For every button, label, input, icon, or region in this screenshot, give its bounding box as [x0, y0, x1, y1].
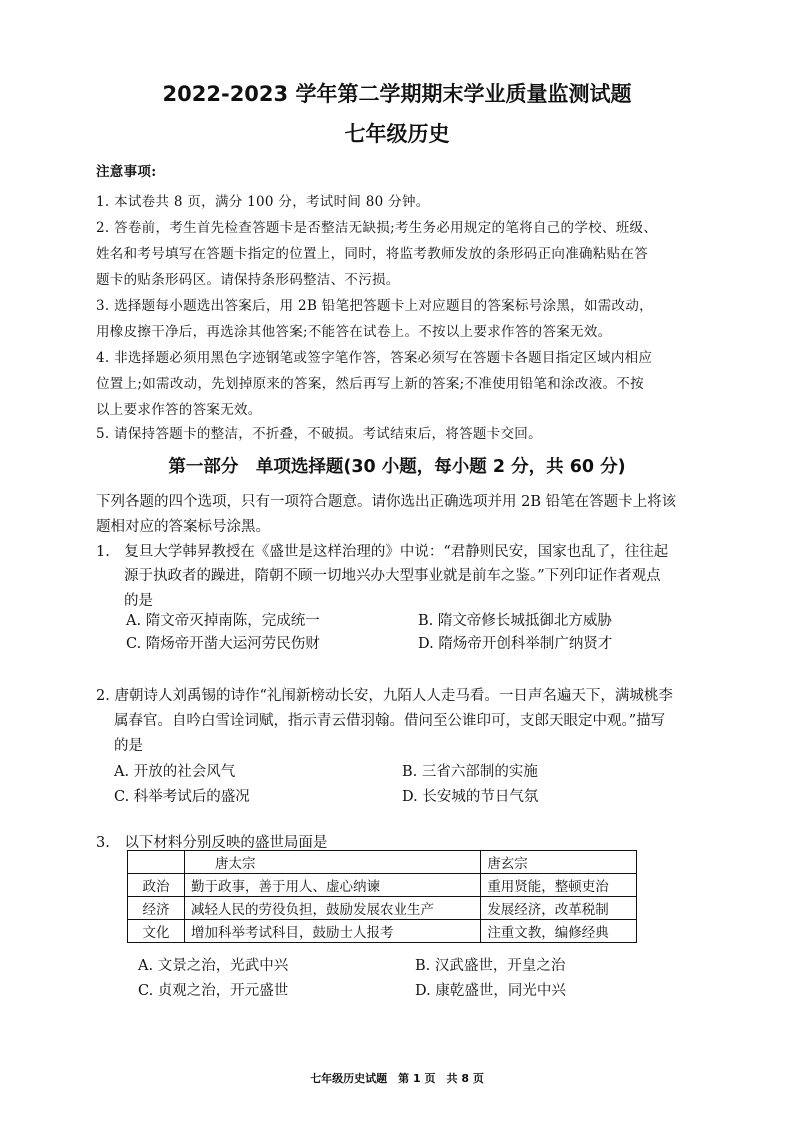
table-row: [128, 920, 637, 943]
note-line: 以上要求作答的答案无效。: [96, 402, 262, 418]
table-row: [128, 874, 637, 897]
note-line: 姓名和考号填写在答题卡指定的位置上，同时，将监考教师发放的条形码正向准确粘贴在答: [96, 246, 648, 262]
note-line: 用橡皮擦干净后，再选涂其他答案;不能答在试卷上。不按以上要求作答的答案无效。: [96, 324, 612, 340]
table-header-cell: 唐玄宗: [481, 851, 637, 874]
question-2-option-a: A. 开放的社会风气: [114, 764, 236, 780]
table-cell: 政治: [128, 874, 185, 897]
question-2-option-d: D. 长安城的节日气氛: [402, 789, 539, 805]
question-3-stem: 3. 以下材料分别反映的盛世局面是: [96, 835, 328, 851]
question-2-stem: 2. 唐朝诗人刘禹锡的诗作“礼闱新榜动长安，九陌人人走马看。一日声名遍天下，满城桃李: [96, 688, 673, 704]
exam-subtitle: 七年级历史: [344, 122, 450, 146]
question-3-option-c: C. 贞观之治，开元盛世: [138, 983, 289, 999]
note-line: 5. 请保持答题卡的整洁，不折叠，不破损。考试结束后，将答题卡交回。: [96, 426, 542, 442]
table-cell: 重用贤能，整顿吏治: [481, 874, 637, 897]
section-title: 第一部分 单项选择题(30 小题，每小题 2 分，共 60 分): [168, 457, 626, 477]
table-cell: 发展经济，改革税制: [481, 897, 637, 920]
exam-title: 2022-2023 学年第二学期期末学业质量监测试题: [162, 82, 632, 106]
table-cell: 增加科举考试科目，鼓励士人报考: [185, 920, 481, 943]
question-2-option-b: B. 三省六部制的实施: [402, 764, 538, 780]
table-cell: 勤于政事，善于用人、虚心纳谏: [185, 874, 481, 897]
table-cell: 文化: [128, 920, 185, 943]
table-header-cell: [128, 851, 185, 874]
question-1-stem: 源于执政者的躁进，隋朝不顾一切地兴办大型事业就是前车之鉴。”下列印证作者观点: [124, 568, 661, 584]
table-cell: 经济: [128, 897, 185, 920]
question-3-table: [127, 850, 637, 943]
section-instruction: 题相对应的答案标号涂黑。: [96, 519, 270, 535]
note-line: 3. 选择题每小题选出答案后，用 2B 铅笔把答题卡上对应题目的答案标号涂黑，如需改动，: [96, 298, 653, 314]
table-cell: 减轻人民的劳役负担，鼓励发展农业生产: [185, 897, 481, 920]
table-cell: 注重文教，编修经典: [481, 920, 637, 943]
question-1-option-d: D. 隋炀帝开创科举制广纳贤才: [418, 636, 613, 652]
question-2-stem: 的是: [114, 738, 143, 754]
table-row: [128, 897, 637, 920]
note-line: 1. 本试卷共 8 页，满分 100 分，考试时间 80 分钟。: [96, 194, 430, 210]
question-3-option-d: D. 康乾盛世，同光中兴: [415, 983, 566, 999]
table-header-cell: 唐太宗: [185, 851, 481, 874]
question-2-option-c: C. 科举考试后的盛况: [114, 789, 250, 805]
question-1-option-b: B. 隋文帝修长城抵御北方威胁: [418, 613, 612, 629]
note-line: 位置上;如需改动，先划掉原来的答案，然后再写上新的答案;不准使用铅笔和涂改液。不按: [96, 376, 644, 392]
note-line: 4. 非选择题必须用黑色字迹钢笔或签字笔作答，答案必须写在答题卡各题目指定区域内相应: [96, 350, 653, 366]
note-line: 题卡的贴条形码区。请保持条形码整洁、不污损。: [96, 272, 400, 288]
question-1-stem: 的是: [124, 593, 153, 609]
notes-heading: 注意事项:: [96, 164, 157, 180]
question-1-option-c: C. 隋炀帝开凿大运河劳民伤财: [126, 636, 320, 652]
question-1-option-a: A. 隋文帝灭掉南陈，完成统一: [126, 613, 320, 629]
page-footer: 七年级历史试题 第 1 页 共 8 页: [310, 1072, 484, 1085]
section-instruction: 下列各题的四个选项，只有一项符合题意。请你选出正确选项并用 2B 铅笔在答题卡上将该: [96, 494, 677, 510]
question-3-option-b: B. 汉武盛世，开皇之治: [415, 958, 566, 974]
question-3-option-a: A. 文景之治，光武中兴: [138, 958, 289, 974]
question-2-stem: 属春官。自吟白雪诠词赋，指示青云借羽翰。借问至公谁印可，支郎天眼定中观。”描写: [114, 713, 666, 729]
question-1-stem: 1. 复旦大学韩昇教授在《盛世是这样治理的》中说：“君静则民安，国家也乱了，往往起: [96, 544, 669, 560]
table-header-row: [128, 851, 637, 874]
note-line: 2. 答卷前，考生首先检查答题卡是否整洁无缺损;考生务必用规定的笔将自己的学校、班级、: [96, 220, 658, 236]
